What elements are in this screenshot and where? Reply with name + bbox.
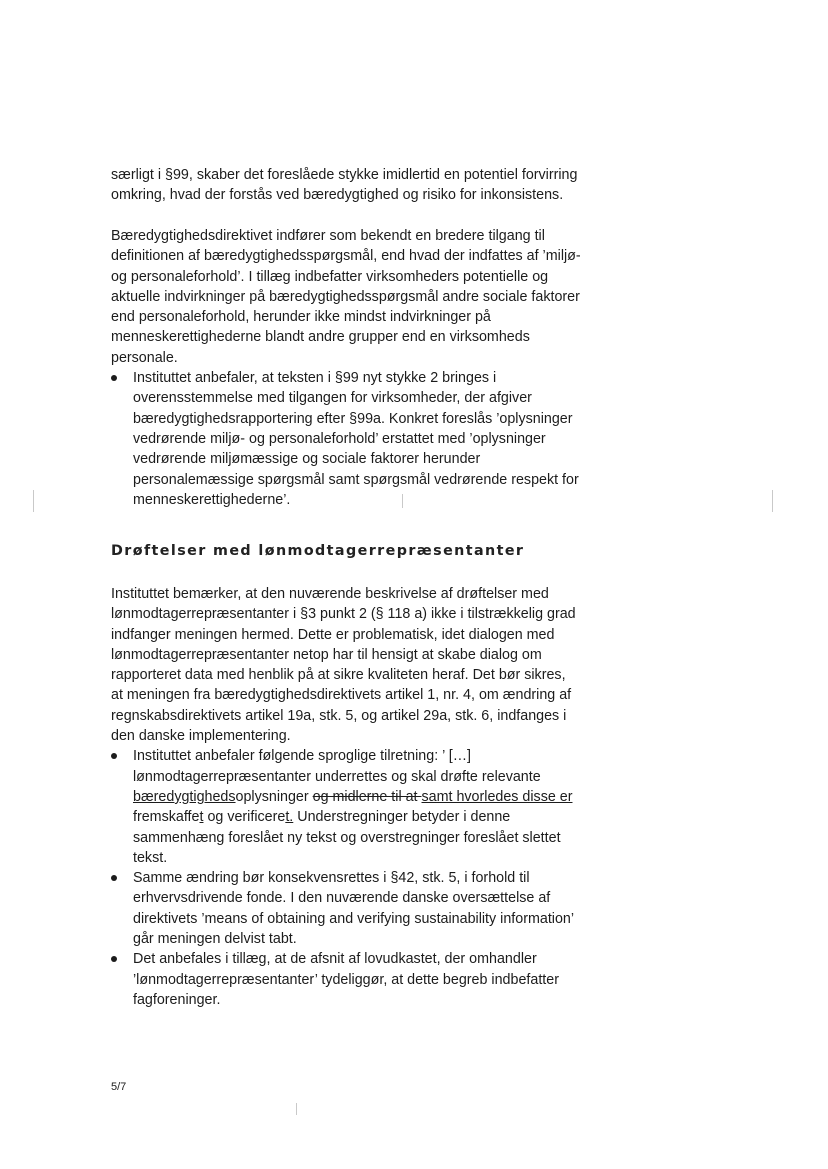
bullet-item bbox=[111, 746, 581, 868]
deleted-text: og midlerne til at bbox=[312, 788, 422, 805]
section-block bbox=[111, 584, 581, 1010]
inserted-text: bæredygtigheds bbox=[133, 788, 236, 805]
intro-block bbox=[111, 226, 581, 510]
bullet-text-part: og verificere bbox=[203, 809, 286, 826]
bullet-item bbox=[111, 368, 581, 510]
scan-artifact bbox=[296, 1103, 297, 1115]
inserted-text: t. bbox=[285, 809, 294, 826]
intro-bullet-list bbox=[111, 368, 581, 510]
bullet-dot-icon bbox=[111, 875, 117, 881]
bullet-text: Samme ændring bør konsekvensrettes i §42, stk. 5, i forhold til erhvervsdrivende fonde. I den nuværende danske oversættelse af direktivets ’means of obtaining and verifying sustainability information’ går meningen delvist tabt. bbox=[133, 870, 574, 948]
inserted-text: t bbox=[199, 809, 204, 826]
section-heading: Drøftelser med lønmodtagerrepræsentanter bbox=[111, 543, 525, 559]
page-number: 5/7 bbox=[111, 1081, 127, 1093]
top-paragraph: særligt i §99, skaber det foreslåede stykke imidlertid en potentiel forvirring omkring, hvad der forstås ved bæredygtighed og risiko for inkonsistens. bbox=[111, 167, 578, 204]
bullet-text-part: Understregninger betyder i denne sammenhæng foreslået ny tekst og overstregninger foreslået slettet tekst. bbox=[133, 809, 561, 866]
scan-artifact bbox=[33, 490, 34, 512]
scan-artifact bbox=[402, 494, 403, 508]
bullet-dot-icon bbox=[111, 375, 117, 381]
bullet-text: Instituttet anbefaler, at teksten i §99 nyt stykke 2 bringes i overensstemmelse med tilgangen for virksomheder, der afgiver bæredygtighedsrapportering efter §99a. Konkret foreslås ’oplysninger vedrørende miljø- og personaleforhold’ erstattet med ’oplysninger vedrørende miljømæssige og sociale faktorer herunder personalemæssige spørgsmål samt spørgsmål vedrørende respekt for menneskerettighederne’. bbox=[133, 370, 579, 508]
bullet-text-part: fremskaffe bbox=[133, 809, 200, 826]
inserted-text: samt hvorledes disse er bbox=[421, 788, 573, 805]
bullet-item bbox=[111, 868, 581, 949]
bullet-dot-icon bbox=[111, 753, 117, 759]
bullet-dot-icon bbox=[111, 956, 117, 962]
bullet-text-part: Instituttet anbefaler følgende sproglige tilretning: ’ […] lønmodtagerrepræsentanter underrettes og skal drøfte relevante bbox=[133, 748, 541, 785]
intro-paragraph: Bæredygtighedsdirektivet indfører som bekendt en bredere tilgang til definitionen af bæredygtighedsspørgsmål, end hvad der indfattes af ’miljø- og personaleforhold’. I tillæg indbefatter virksomheders potentielle og aktuelle indvirkninger på bæredygtighedsspørgsmål andre sociale faktorer end personaleforhold, herunder ikke mindst indvirkninger på menneskerettighederne blandt andre grupper end en virksomheds personale. bbox=[111, 228, 581, 366]
bullet-text-part: oplysninger bbox=[235, 788, 313, 805]
section-paragraph: Instituttet bemærker, at den nuværende beskrivelse af drøftelser med lønmodtagerrepræsentanter i §3 punkt 2 (§ 118 a) ikke i tilstrækkelig grad indfanger meningen hermed. Dette er problematisk, idet dialogen med lønmodtagerrepræsentanter netop har til hensigt at skabe dialog om rapporteret data med henblik på at sikre kvaliteten heraf. Det bør sikres, at meningen fra bæredygtighedsdirektivets artikel 1, nr. 4, om ændring af regnskabsdirektivets artikel 19a, stk. 5, og artikel 29a, stk. 6, indfanges i den danske implementering. bbox=[111, 586, 576, 745]
section-bullet-list bbox=[111, 746, 581, 1010]
bullet-item bbox=[111, 949, 581, 1010]
bullet-text: Det anbefales i tillæg, at de afsnit af lovudkastet, der omhandler ’lønmodtagerrepræsentanter’ tydeliggør, at dette begreb indbefatter fagforeninger. bbox=[133, 951, 559, 1008]
scan-artifact bbox=[772, 490, 773, 512]
